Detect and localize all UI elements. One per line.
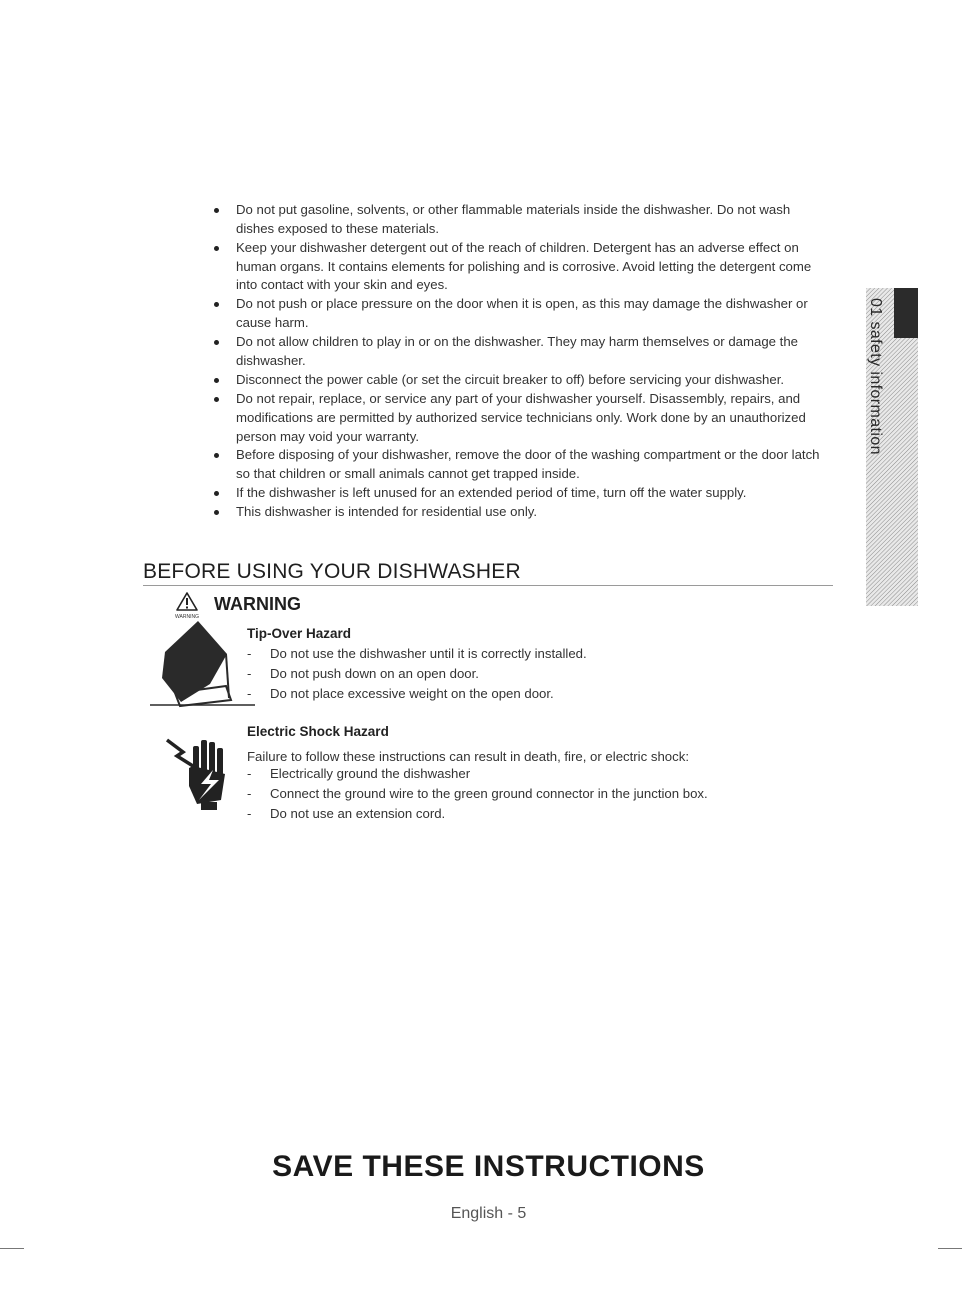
warning-icon-caption: WARNING	[175, 614, 199, 619]
bullet-item: Keep your dishwasher detergent out of the reach of children. Detergent has an adverse effect on human organs. It contains elements for polishing and is corrosive. Avoid letting the detergent come into contact with your skin and eyes.	[210, 239, 830, 295]
bullet-item: This dishwasher is intended for residential use only.	[210, 503, 830, 522]
page-number: English - 5	[450, 1205, 527, 1222]
list-item: - Do not push down on an open door.	[247, 666, 479, 681]
bullet-item: If the dishwasher is left unused for an extended period of time, turn off the water supply.	[210, 484, 830, 503]
list-item: - Do not use an extension cord.	[247, 806, 446, 821]
tip-over-list	[247, 644, 587, 704]
list-item: - Connect the ground wire to the green ground connector in the junction box.	[247, 786, 708, 801]
crop-mark-left	[0, 1248, 24, 1249]
shock-intro: Failure to follow these instructions can result in death, fire, or electric shock:	[247, 749, 689, 764]
warning-label: WARNING	[214, 594, 301, 614]
bullet-item: Disconnect the power cable (or set the circuit breaker to off) before servicing your dishwasher.	[210, 371, 830, 390]
list-item: - Electrically ground the dishwasher	[247, 766, 471, 781]
crop-mark-right	[938, 1248, 962, 1249]
bullet-item: Do not allow children to play in or on the dishwasher. They may harm themselves or damage the dishwasher.	[210, 333, 830, 371]
list-item: - Do not use the dishwasher until it is correctly installed.	[247, 646, 587, 661]
bullet-dot-icon	[214, 397, 219, 402]
warning-triangle-icon	[175, 591, 199, 619]
bullet-item: Before disposing of your dishwasher, remove the door of the washing compartment or the door latch so that children or small animals cannot get trapped inside.	[210, 446, 830, 484]
electric-shock-hand-icon	[163, 730, 233, 810]
bullet-dot-icon	[214, 208, 219, 213]
side-tab-label: 01 safety information	[867, 298, 884, 455]
bullet-dot-icon	[214, 510, 219, 515]
bullet-item: Do not push or place pressure on the door when it is open, as this may damage the dishwasher or cause harm.	[210, 295, 830, 333]
list-item: - Do not place excessive weight on the open door.	[247, 686, 554, 701]
shock-list	[247, 764, 708, 824]
tip-over-title: Tip-Over Hazard	[247, 626, 352, 641]
bullet-dot-icon	[214, 340, 219, 345]
shock-title: Electric Shock Hazard	[247, 724, 389, 739]
bullet-dot-icon	[214, 453, 219, 458]
bullet-dot-icon	[214, 378, 219, 383]
bullet-item: Do not put gasoline, solvents, or other flammable materials inside the dishwasher. Do not wash dishes exposed to these materials.	[210, 201, 830, 239]
bullet-dot-icon	[214, 491, 219, 496]
tip-over-illustration-icon	[150, 618, 255, 708]
bullet-dot-icon	[214, 302, 219, 307]
bullet-item: Do not repair, replace, or service any part of your dishwasher yourself. Disassembly, repairs, and modifications are permitted by authorized service technicians only. Work done by an unauthorized person may void your warranty.	[210, 390, 830, 446]
safety-bullet-list	[210, 201, 830, 522]
save-instructions-title: SAVE THESE INSTRUCTIONS	[272, 1150, 705, 1183]
section-divider	[143, 585, 833, 586]
section-title: BEFORE USING YOUR DISHWASHER	[143, 560, 521, 583]
bullet-dot-icon	[214, 246, 219, 251]
